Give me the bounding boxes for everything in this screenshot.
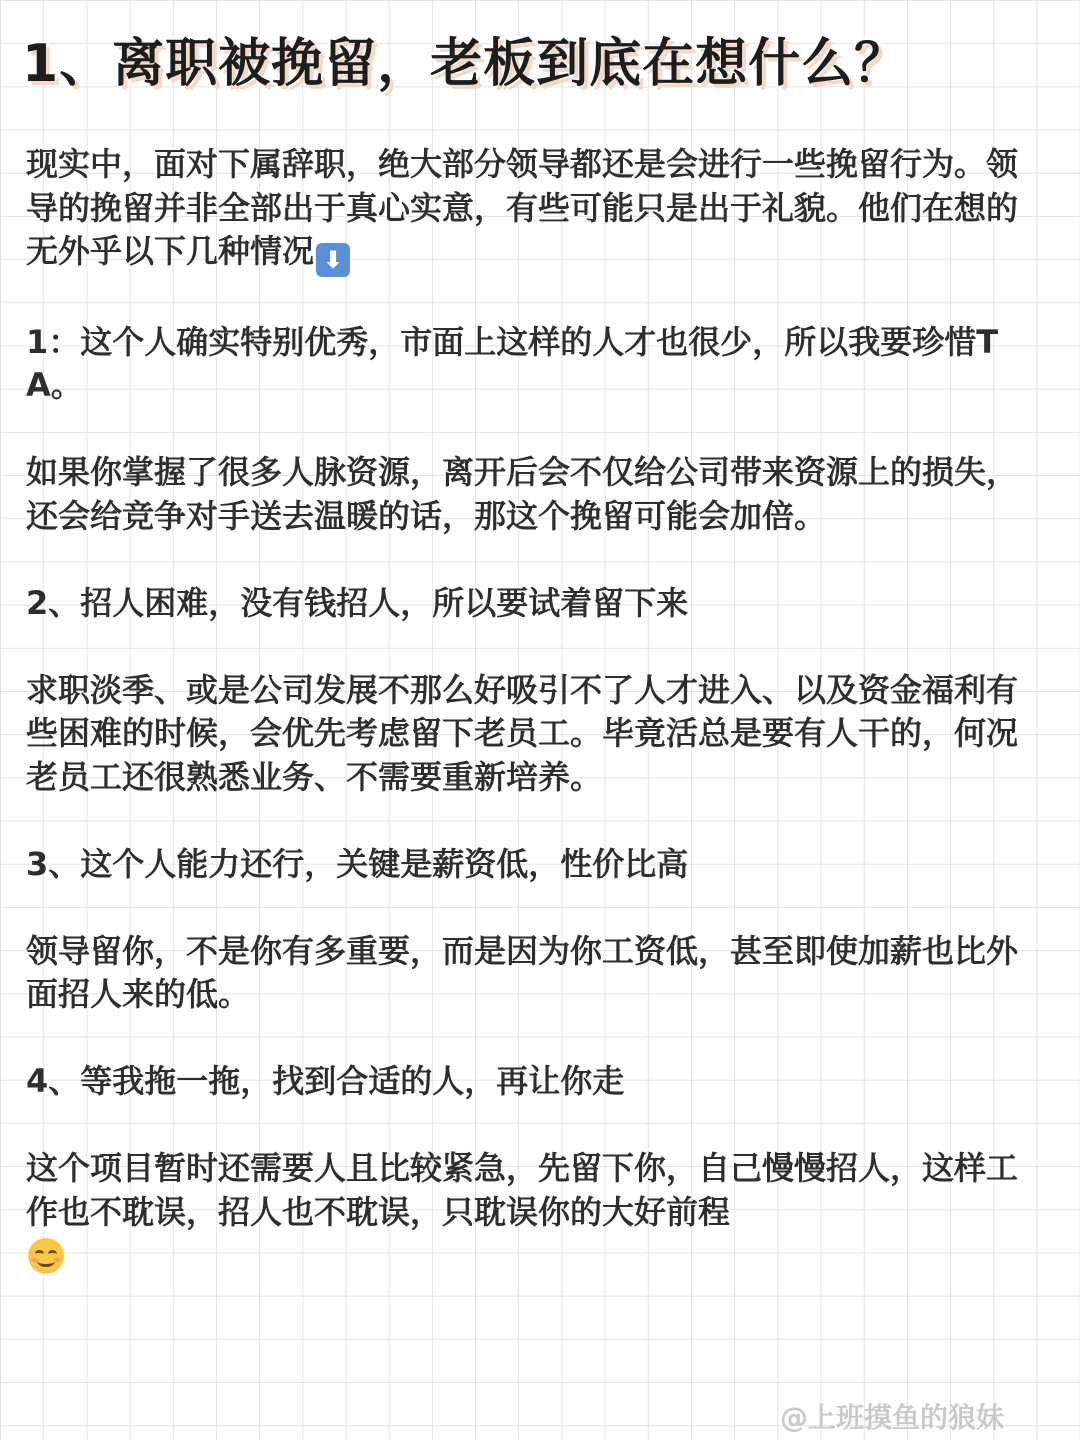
spacer [26, 886, 1046, 930]
article-body [26, 143, 1046, 1278]
down-arrow-icon: ⬇ [316, 243, 350, 277]
intro-text: 现实中，面对下属辞职，绝大部分领导都还是会进行一些挽留行为。领导的挽留并非全部出于真心实意，有些可能只是出于礼貌。他们在想的无外乎以下几种情况 [26, 145, 1019, 270]
spacer [26, 1017, 1046, 1061]
page-title: 1、离职被挽留，老板到底在想什么？ [22, 34, 908, 94]
spacer [26, 277, 1046, 321]
point-2-detail: 求职淡季、或是公司发展不那么好吸引不了人才进入、以及资金福利有些困难的时候，会优先考虑留下老员工。毕竟活总是要有人干的，何况老员工还很熟悉业务、不需要重新培养。 [26, 670, 1019, 796]
spacer [26, 799, 1046, 843]
smiling-face-icon [28, 1238, 64, 1274]
spacer [26, 1104, 1046, 1148]
spacer [26, 625, 1046, 669]
author-watermark: @上班摸鱼的狼妹 [779, 1401, 1004, 1434]
spacer [26, 408, 1046, 452]
point-2-heading: 2、招人困难，没有钱招人，所以要试着留下来 [26, 583, 689, 622]
point-4-detail-text: 这个项目暂时还需要人且比较紧急，先留下你，自己慢慢招人，这样工作也不耽误，招人也不耽误，只耽误你的大好前程 [26, 1149, 1019, 1231]
intro-paragraph [26, 143, 1046, 277]
spacer [26, 538, 1046, 582]
point-4-detail [26, 1147, 1046, 1278]
point-4-heading: 4、等我拖一拖，找到合适的人，再让你走 [26, 1062, 625, 1100]
point-3-detail: 领导留你，不是你有多重要，而是因为你工资低，甚至即使加薪也比外面招人来的低。 [26, 931, 1019, 1013]
point-1-heading: 1：这个人确实特别优秀，市面上这样的人才也很少，所以我要珍惜TA。 [26, 322, 999, 404]
point-3-heading: 3、这个人能力还行，关键是薪资低，性价比高 [26, 844, 689, 883]
point-1-detail: 如果你掌握了很多人脉资源，离开后会不仅给公司带来资源上的损失，还会给竞争对手送去温暖的话，那这个挽留可能会加倍。 [26, 453, 1019, 535]
